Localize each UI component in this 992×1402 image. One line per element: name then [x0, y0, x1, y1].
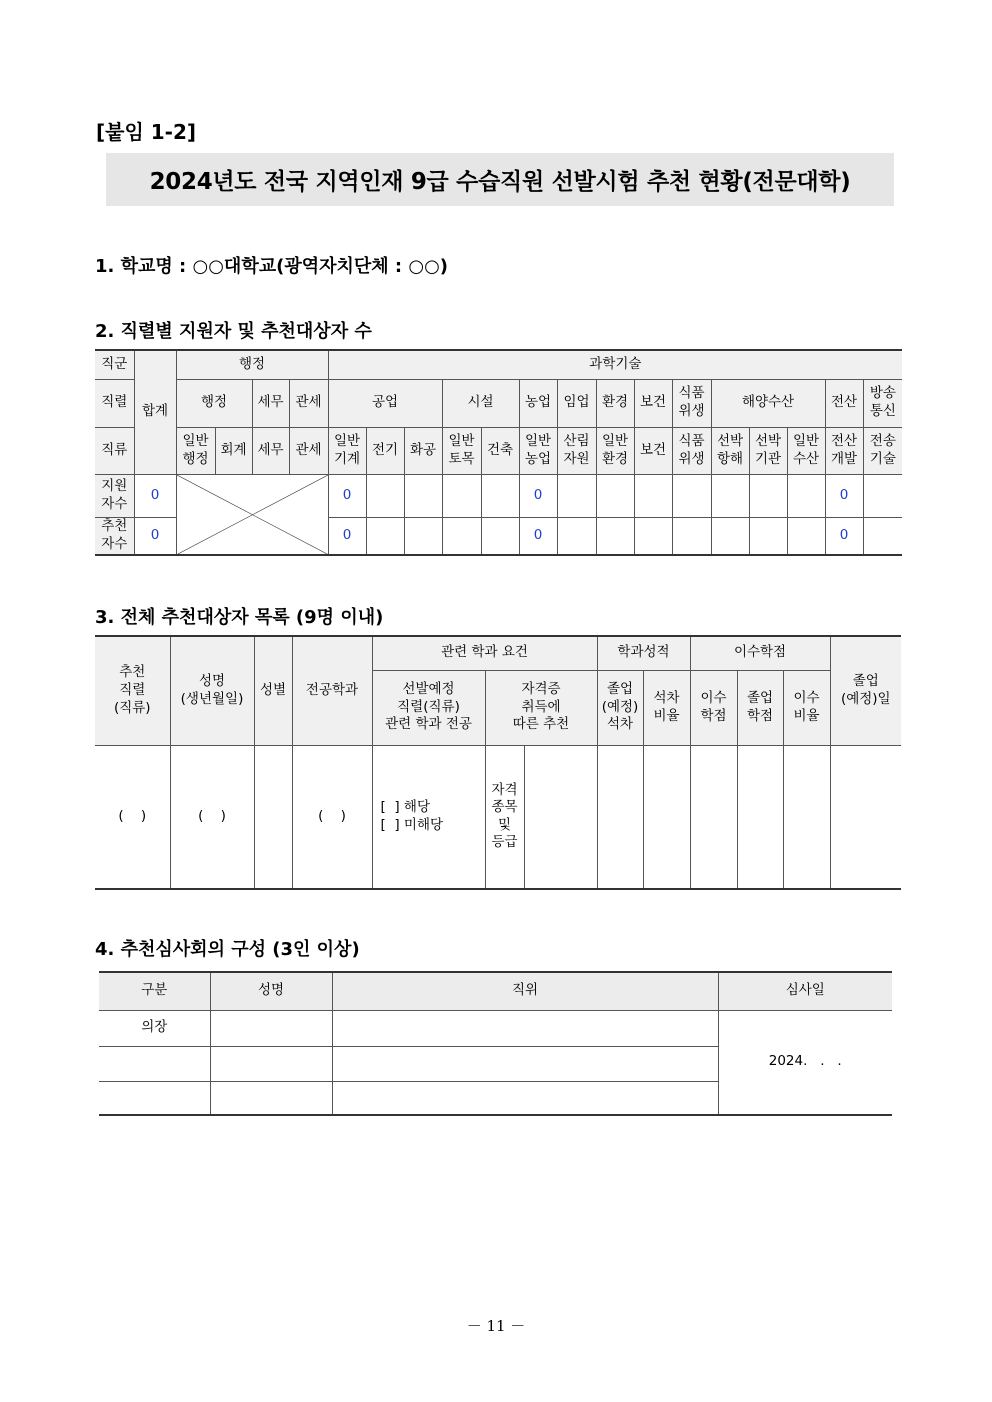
class-header: 산림 자원 [557, 427, 596, 474]
row-name: ( ) [170, 745, 254, 889]
name-header: 성명 (생년월일) [170, 636, 254, 745]
section-applicants-heading: 2. 직렬별 지원자 및 추천대상자 수 [95, 321, 372, 342]
series-header: 임업 [557, 379, 596, 427]
recommend-list-table [95, 635, 901, 890]
recommended-total: 0 [134, 517, 176, 555]
committee-table [99, 971, 892, 1116]
class-header: 건축 [481, 427, 519, 474]
section-recommend-list-heading: 3. 전체 추천대상자 목록 (9명 이내) [95, 607, 384, 628]
name-header: 성명 [210, 972, 332, 1010]
cell [596, 517, 634, 555]
series-header: 공업 [328, 379, 442, 427]
member-label [99, 1081, 210, 1115]
cell [672, 474, 711, 517]
rank-header: 졸업 (예정) 석차 [597, 670, 643, 745]
row-major: ( ) [292, 745, 372, 889]
position-header: 직위 [332, 972, 718, 1010]
class-header: 일반 환경 [596, 427, 634, 474]
division-header: 구분 [99, 972, 210, 1010]
credit-header: 이수학점 [690, 636, 830, 670]
grade-header: 학과성적 [597, 636, 690, 670]
cell [749, 517, 787, 555]
series-header: 환경 [596, 379, 634, 427]
cell [749, 474, 787, 517]
class-header: 일반 농업 [519, 427, 557, 474]
page-number: － 11 － [466, 1317, 526, 1335]
cell [481, 517, 519, 555]
total-header: 합계 [134, 350, 176, 474]
applicants-gongup: 0 [328, 474, 366, 517]
member-position [332, 1046, 718, 1081]
cell [634, 474, 672, 517]
rank-ratio-header: 석차 비율 [643, 670, 690, 745]
applicants-table [95, 349, 902, 556]
sci-group-header: 과학기술 [328, 350, 902, 379]
applicants-total: 0 [134, 474, 176, 517]
row-grad-credit [737, 745, 783, 889]
recommended-jeonsan: 0 [825, 517, 863, 555]
row-graduation [830, 745, 901, 889]
series-header: 농업 [519, 379, 557, 427]
row-major-check: [ ] 해당 [ ] 미해당 [372, 745, 485, 889]
class-header: 일반 토목 [442, 427, 481, 474]
class-header: 식품 위생 [672, 427, 711, 474]
cell [863, 517, 902, 555]
row-cert-label: 자격 종목 및 등급 [485, 745, 524, 889]
row-rank-ratio [643, 745, 690, 889]
row-earned-credit [690, 745, 737, 889]
applicants-jeonsan: 0 [825, 474, 863, 517]
grad-credit-header: 졸업 학점 [737, 670, 783, 745]
series-header: 해양수산 [711, 379, 825, 427]
gender-header: 성별 [254, 636, 292, 745]
admin-crossed-cell [176, 474, 328, 555]
cell [442, 517, 481, 555]
class-header: 선박 항해 [711, 427, 749, 474]
graduation-header: 졸업 (예정)일 [830, 636, 901, 745]
chair-position [332, 1010, 718, 1046]
class-header: 화공 [404, 427, 442, 474]
admin-group-header: 행정 [176, 350, 328, 379]
cell [711, 517, 749, 555]
jikryu-header: 직류 [95, 427, 134, 474]
class-header: 일반 기계 [328, 427, 366, 474]
row-credit-ratio [783, 745, 830, 889]
member-position [332, 1081, 718, 1115]
review-date-header: 심사일 [718, 972, 892, 1010]
cell [366, 517, 404, 555]
series-header: 추천 직렬 (직류) [95, 636, 170, 745]
cross-lines [177, 475, 328, 555]
series-header: 식품 위생 [672, 379, 711, 427]
member-label [99, 1046, 210, 1081]
cell [557, 474, 596, 517]
cell [634, 517, 672, 555]
jikryeol-header: 직렬 [95, 379, 134, 427]
row-cert-value [524, 745, 597, 889]
document-title: 2024년도 전국 지역인재 9급 수습직원 선발시험 추천 현황(전문대학) [149, 169, 851, 195]
chair-label: 의장 [99, 1010, 210, 1046]
major-header: 전공학과 [292, 636, 372, 745]
section-school-name: 1. 학교명 : ○○대학교(광역자치단체 : ○○) [95, 256, 449, 277]
cell [557, 517, 596, 555]
cell [366, 474, 404, 517]
cell [787, 474, 825, 517]
class-header: 전송 기술 [863, 427, 902, 474]
series-header: 시설 [442, 379, 519, 427]
class-header: 전기 [366, 427, 404, 474]
member-name [210, 1081, 332, 1115]
class-header: 보건 [634, 427, 672, 474]
recommended-nongup: 0 [519, 517, 557, 555]
cell [596, 474, 634, 517]
cell [404, 474, 442, 517]
document-title-box [106, 153, 894, 206]
recommended-row-label: 추천 자수 [95, 517, 134, 555]
credit-ratio-header: 이수 비율 [783, 670, 830, 745]
attachment-label: [붙임 1-2] [96, 120, 197, 144]
applicants-row-label: 지원 자수 [95, 474, 134, 517]
series-header: 보건 [634, 379, 672, 427]
chair-name [210, 1010, 332, 1046]
class-header: 회계 [215, 427, 252, 474]
req-major-header: 선발예정 직렬(직류) 관련 학과 전공 [372, 670, 485, 745]
class-header: 선박 기관 [749, 427, 787, 474]
class-header: 관세 [289, 427, 328, 474]
cell [481, 474, 519, 517]
class-header: 일반 행정 [176, 427, 215, 474]
series-header: 행정 [176, 379, 252, 427]
member-name [210, 1046, 332, 1081]
jikgun-header: 직군 [95, 350, 134, 379]
row-gender [254, 745, 292, 889]
class-header: 세무 [252, 427, 289, 474]
series-header: 방송 통신 [863, 379, 902, 427]
earned-credit-header: 이수 학점 [690, 670, 737, 745]
requirement-header: 관련 학과 요건 [372, 636, 597, 670]
req-cert-header: 자격증 취득에 따른 추천 [485, 670, 597, 745]
row-series: ( ) [95, 745, 170, 889]
series-header: 전산 [825, 379, 863, 427]
cell [672, 517, 711, 555]
series-header: 세무 [252, 379, 289, 427]
cell [787, 517, 825, 555]
section-committee-heading: 4. 추천심사회의 구성 (3인 이상) [95, 939, 360, 960]
cell [404, 517, 442, 555]
series-header: 관세 [289, 379, 328, 427]
applicants-nongup: 0 [519, 474, 557, 517]
cell [863, 474, 902, 517]
recommended-gongup: 0 [328, 517, 366, 555]
cell [442, 474, 481, 517]
class-header: 일반 수산 [787, 427, 825, 474]
cell [711, 474, 749, 517]
review-date: 2024. . . [718, 1010, 892, 1115]
class-header: 전산 개발 [825, 427, 863, 474]
row-rank [597, 745, 643, 889]
